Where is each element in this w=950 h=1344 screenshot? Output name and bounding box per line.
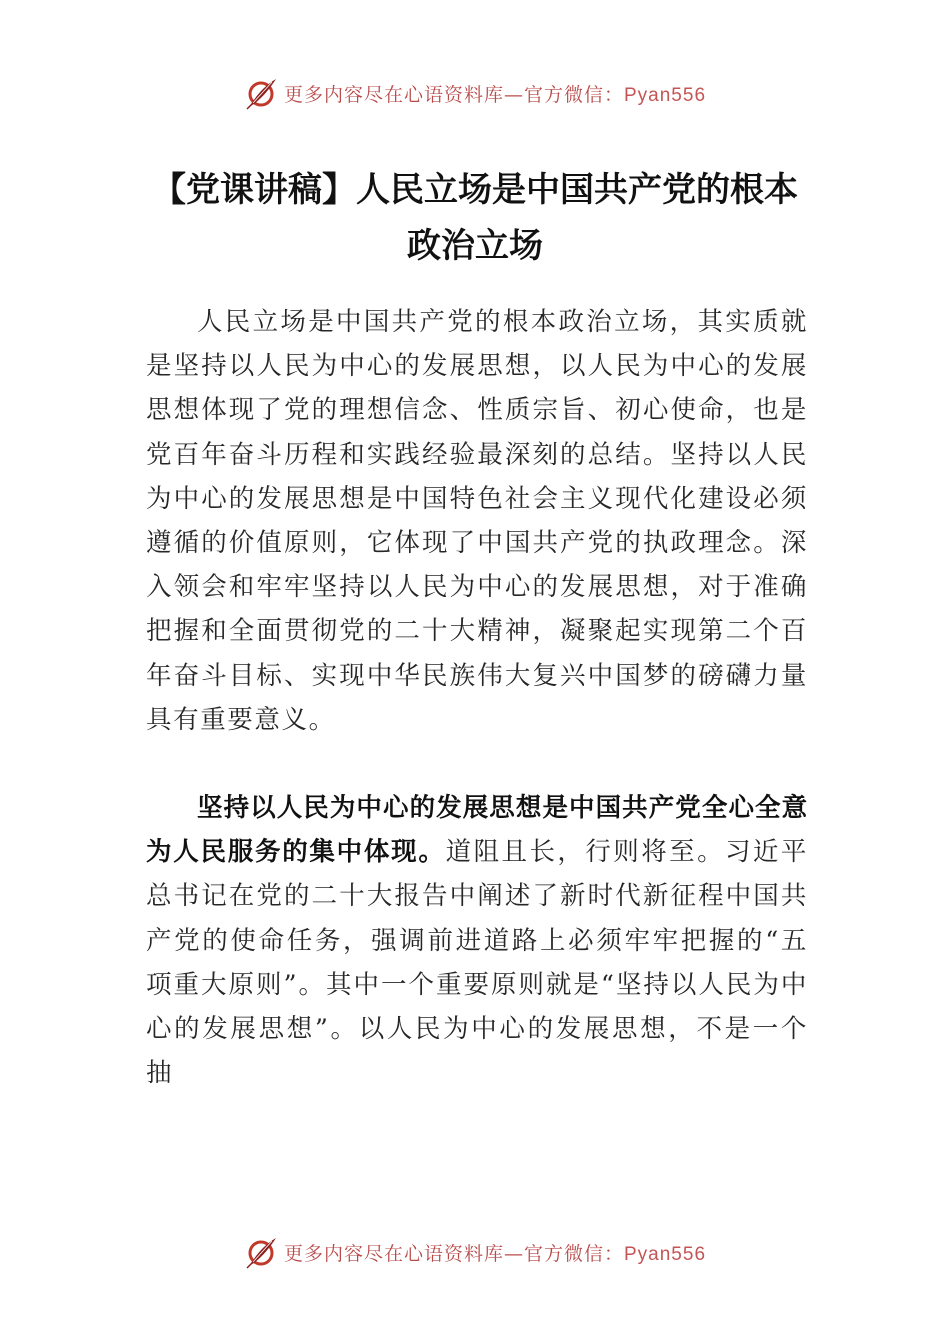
paragraph-2 [146, 786, 808, 1095]
document-body [146, 300, 808, 1095]
footer-wechat-id: Pyan556 [624, 1243, 707, 1265]
footer-banner-text: 更多内容尽在心语资料库—官方微信：Pyan556 [283, 1242, 707, 1265]
feather-quill-logo-icon [244, 76, 278, 110]
header-banner-text: 更多内容尽在心语资料库—官方微信：Pyan556 [283, 83, 707, 106]
paragraph-1-text: 人民立场是中国共产党的根本政治立场，其实质就是坚持以人民为中心的发展思想，以人民为中心的发展思想体现了党的理想信念、性质宗旨、初心使命，也是党百年奋斗历程和实践经验最深刻的总结。坚持以人民为中心的发展思想是中国特色社会主义现代化建设必须遵循的价值原则，它体现了中国共产党的执政理念。深入领会和牢牢坚持以人民为中心的发展思想，对于准确把握和全面贯彻党的二十大精神，凝聚起实现第二个百年奋斗目标、实现中华民族伟大复兴中国梦的磅礴力量具有重要意义。 [146, 307, 808, 735]
header-banner [0, 73, 950, 113]
footer-banner [0, 1232, 950, 1272]
paragraph-2-lead: 坚持以人民为中心的发展思想是中国共产党全心全意为人民服务的集中体现。 [146, 793, 808, 868]
document-title: 【党课讲稿】人民立场是中国共产党的根本政治立场 [152, 170, 798, 266]
paragraph-2-text: 道阻且长，行则将至。习近平总书记在党的二十大报告中阐述了新时代新征程中国共产党的使命任务，强调前进道路上必须牢牢把握的“五项重大原则”。其中一个重要原则就是“坚持以人民为中心的发展思想”。以人民为中心的发展思想，不是一个抽 [146, 837, 808, 1089]
feather-quill-logo-icon [244, 1235, 278, 1269]
header-wechat-id: Pyan556 [624, 84, 707, 106]
paragraph-1 [146, 300, 808, 742]
